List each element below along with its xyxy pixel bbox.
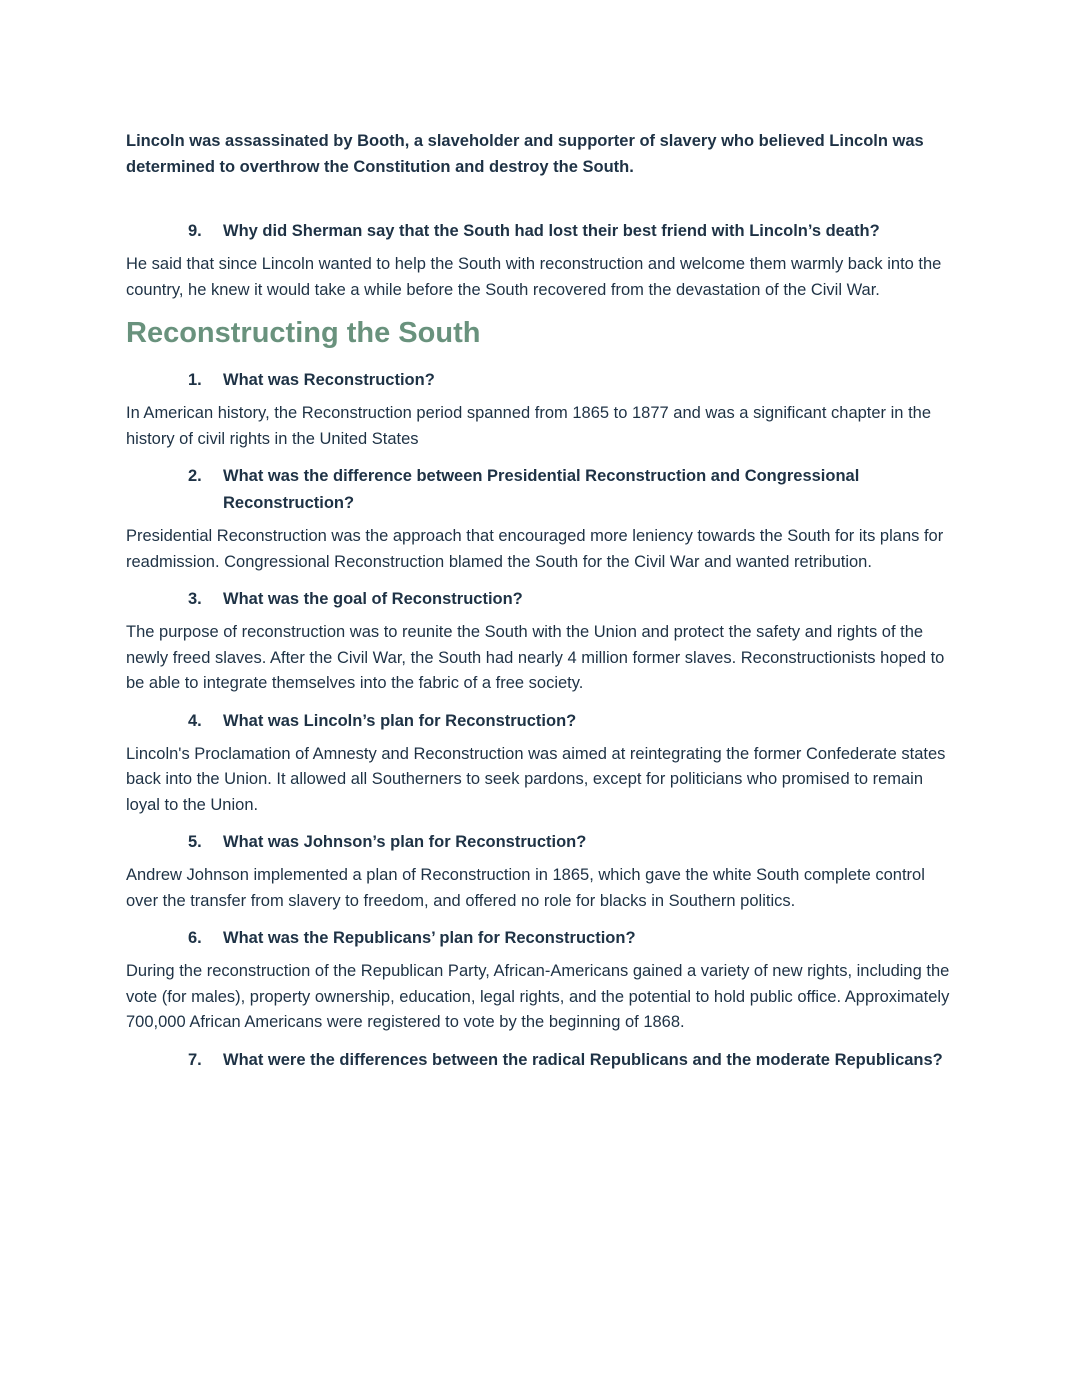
question-number: 1. (188, 371, 202, 389)
question-text: What was Reconstruction? (223, 371, 435, 389)
question-3 (126, 586, 955, 613)
question-number: 2. (188, 467, 202, 485)
answer-text: Andrew Johnson implemented a plan of Reconstruction in 1865, which gave the white South complete control over the transfer from slavery to freedom, and offered no role for blacks in Southern politics. (126, 866, 925, 910)
qa-item-4 (126, 708, 955, 819)
question-number: 6. (188, 929, 202, 947)
section-heading: Reconstructing the South (126, 317, 481, 349)
question-text: What were the differences between the radical Republicans and the moderate Republicans? (223, 1050, 943, 1069)
question-number: 3. (188, 590, 202, 608)
qa-item-3 (126, 586, 955, 697)
qa-item-1 (126, 367, 955, 452)
question-5 (126, 829, 955, 856)
question-number: 9. (188, 222, 202, 240)
qa-item-7 (126, 1047, 955, 1074)
answer-text: Lincoln's Proclamation of Amnesty and Reconstruction was aimed at reintegrating the former Confederate states back into the Union. It allowed all Southerners to seek pardons, except for politicians who promised to remain loyal to the Union. (126, 744, 946, 814)
question-6 (126, 925, 955, 952)
question-text: What was the Republicans’ plan for Reconstruction? (223, 929, 636, 947)
qa-item-9 (126, 218, 955, 303)
intro-paragraph: Lincoln was assassinated by Booth, a slaveholder and supporter of slavery who believed Lincoln was determined to overthrow the Constitution and destroy the South. (126, 132, 924, 176)
question-7 (126, 1047, 955, 1074)
question-text: What was the goal of Reconstruction? (223, 590, 523, 608)
question-1 (126, 367, 955, 394)
question-9 (126, 218, 955, 245)
answer-text: He said that since Lincoln wanted to help the South with reconstruction and welcome them warmly back into the country, he knew it would take a while before the South recovered from the devastation of the Civil War. (126, 255, 942, 299)
answer-text: The purpose of reconstruction was to reunite the South with the Union and protect the safety and rights of the newly freed slaves. After the Civil War, the South had nearly 4 million former slaves. Reconstructionists hoped to be able to integrate themselves into the fabric of a free society. (126, 623, 945, 692)
question-number: 5. (188, 833, 202, 851)
qa-item-5 (126, 829, 955, 914)
question-text: What was Lincoln’s plan for Reconstruction? (223, 711, 577, 730)
answer-text: Presidential Reconstruction was the approach that encouraged more leniency towards the South for its plans for readmission. Congressional Reconstruction blamed the South for the Civil War and wanted retribution. (126, 527, 944, 571)
question-number: 7. (188, 1050, 202, 1069)
question-text: What was the difference between Presidential Reconstruction and Congressional Reconstruction? (223, 467, 860, 512)
qa-item-6 (126, 925, 955, 1036)
answer-text: During the reconstruction of the Republican Party, African-Americans gained a variety of new rights, including the vote (for males), property ownership, education, legal rights, and the potential to hold public office. Approximately 700,000 African Americans were registered to vote by the beginning of 1868. (126, 962, 950, 1031)
question-2 (126, 463, 955, 517)
question-4 (126, 708, 955, 735)
question-text: What was Johnson’s plan for Reconstruction? (223, 833, 587, 851)
qa-item-2 (126, 463, 955, 575)
question-number: 4. (188, 711, 202, 730)
question-text: Why did Sherman say that the South had lost their best friend with Lincoln’s death? (223, 222, 880, 240)
answer-text: In American history, the Reconstruction period spanned from 1865 to 1877 and was a significant chapter in the history of civil rights in the United States (126, 404, 932, 448)
